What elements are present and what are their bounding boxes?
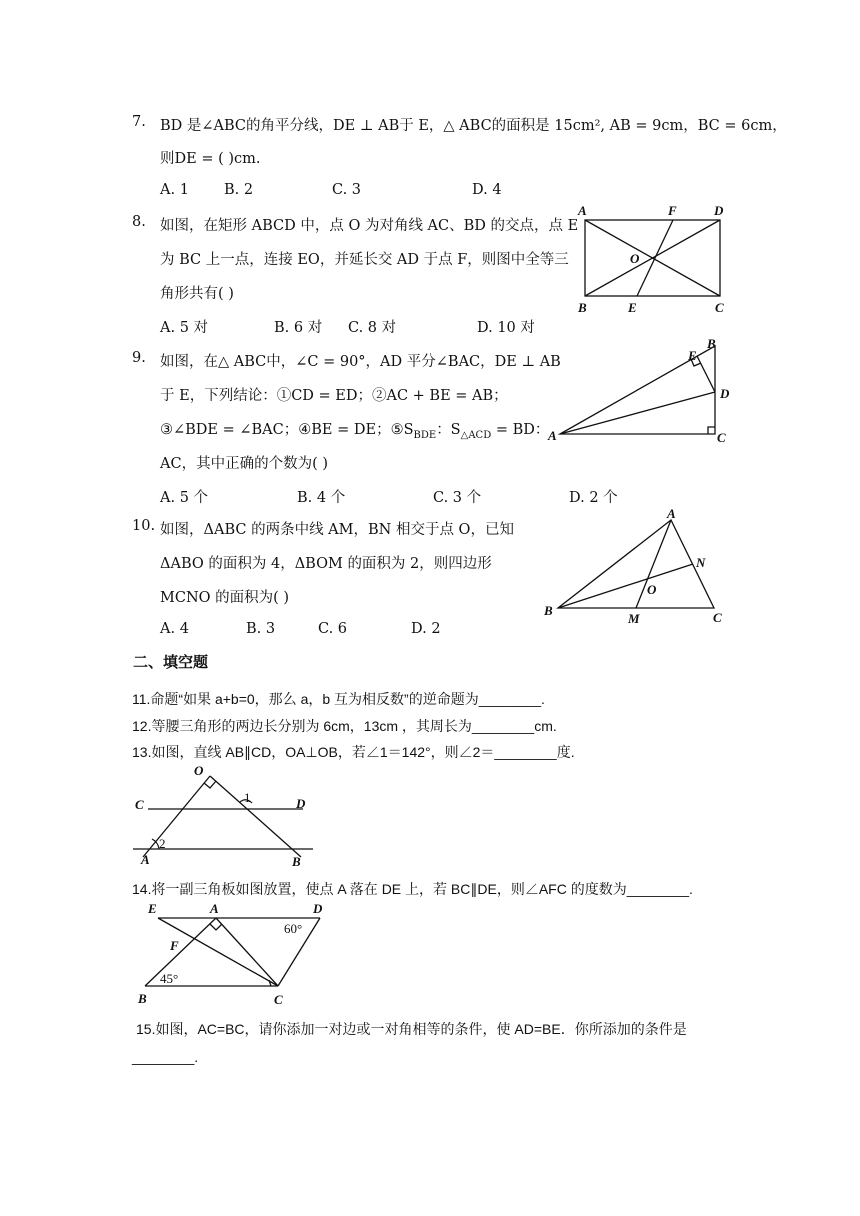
q7-text-line2: 则DE = ( )cm. — [160, 151, 261, 167]
side-ac — [216, 918, 278, 986]
q7-option-d: D. 4 — [472, 182, 502, 198]
q14-label-f: F — [170, 938, 179, 953]
section-title-fill-in: 二、填空题 — [133, 653, 209, 671]
q10-option-a: A. 4 — [160, 621, 189, 637]
q9-text-line1: 如图，在△ ABC中，∠C = 90°，AD 平分∠BAC，DE ⊥ AB — [160, 354, 561, 370]
q11-text: 11.命题“如果 a+b=0，那么 a，b 互为相反数”的逆命题为________. — [132, 691, 545, 707]
q14-text: 14.将一副三角板如图放置，使点 A 落在 DE 上，若 BC∥DE，则∠AFC 的度数为________. — [132, 881, 693, 897]
q13-label-d: D — [296, 796, 306, 811]
q8-label-d: D — [714, 203, 724, 218]
q8-text-line1: 如图，在矩形 ABCD 中，点 O 为对角线 AC、BD 的交点，点 E — [160, 218, 579, 234]
q8-option-c: C. 8 对 — [348, 320, 397, 336]
q9-line3-sub2: △ACD — [460, 429, 492, 441]
q9-label-e: E — [688, 348, 697, 363]
q13-label-c: C — [135, 797, 144, 812]
q13-label-1: 1 — [244, 790, 251, 805]
q9-option-c: C. 3 个 — [433, 490, 482, 506]
q13-label-o: O — [194, 763, 204, 778]
q10-label-a: A — [667, 506, 676, 521]
q9-label-a: A — [548, 428, 557, 443]
perpendicular-de — [697, 356, 715, 392]
q9-label-c: C — [717, 430, 726, 445]
q10-number: 10. — [132, 518, 156, 534]
q14-label-a: A — [210, 901, 219, 916]
q14-set-squares-figure — [130, 898, 330, 1010]
q7-option-a: A. 1 — [160, 182, 189, 198]
q8-option-a: A. 5 对 — [160, 320, 209, 336]
q13-label-b: B — [292, 854, 301, 869]
q9-label-b: B — [707, 336, 716, 351]
q8-label-a: A — [578, 203, 587, 218]
q9-text-line3 — [160, 418, 549, 441]
segment-ef — [637, 220, 673, 296]
right-angle-a — [210, 924, 222, 930]
side-ba — [145, 918, 216, 986]
q9-option-d: D. 2 个 — [569, 490, 618, 506]
q8-option-b: B. 6 对 — [274, 320, 323, 336]
q9-label-d: D — [720, 386, 730, 401]
q10-label-m: M — [628, 611, 640, 626]
q10-text-line3: MCNO 的面积为( ) — [160, 590, 290, 606]
q10-label-o: O — [647, 582, 657, 597]
q8-label-f: F — [668, 203, 677, 218]
q9-text-line2: 于 E，下列结论：①CD = ED；②AC + BE = AB； — [160, 388, 508, 404]
q13-parallel-lines-figure — [128, 760, 323, 872]
q9-line3-sub1: BDE — [413, 429, 437, 441]
right-angle-c — [708, 427, 715, 434]
q8-text-line2: 为 BC 上一点，连接 EO，并延长交 AD 于点 F，则图中全等三 — [160, 252, 569, 268]
q8-label-b: B — [578, 300, 587, 315]
median-bn — [558, 564, 693, 608]
q7-option-c: C. 3 — [332, 182, 362, 198]
q7-option-b: B. 2 — [224, 182, 254, 198]
q10-option-b: B. 3 — [246, 621, 276, 637]
q15-text-line2: ________. — [132, 1049, 199, 1065]
q7-text-line1: BD 是∠ABC的角平分线，DE ⊥ AB于 E，△ ABC的面积是 15cm², AB = 9cm，BC = 6cm， — [160, 118, 787, 134]
q9-line3-part-b: ：S — [436, 422, 461, 438]
q8-label-o: O — [630, 251, 640, 266]
q13-text: 13.如图，直线 AB∥CD，OA⊥OB，若∠1＝142°，则∠2＝________度. — [132, 744, 575, 760]
q14-label-60deg: 60° — [284, 921, 303, 936]
q8-option-d: D. 10 对 — [477, 320, 535, 336]
q8-number: 8. — [132, 214, 146, 230]
bisector-ad — [560, 392, 715, 434]
q15-text-line1: 15.如图，AC=BC，请你添加一对边或一对角相等的条件，使 AD=BE．你所添加的条件是 — [136, 1021, 687, 1037]
q14-label-c: C — [274, 992, 283, 1007]
q14-label-e: E — [148, 901, 157, 916]
q10-option-d: D. 2 — [411, 621, 441, 637]
q7-number: 7. — [132, 114, 146, 130]
q13-label-a: A — [141, 852, 150, 867]
q8-rectangle-figure — [570, 200, 735, 320]
q10-label-b: B — [544, 603, 553, 618]
q10-label-n: N — [696, 555, 706, 570]
q8-label-e: E — [628, 300, 637, 315]
segment-ob — [210, 776, 301, 857]
q10-label-c: C — [713, 610, 722, 625]
segment-oa — [143, 776, 210, 857]
q8-text-line3: 角形共有( ) — [160, 286, 234, 302]
q13-label-2: 2 — [159, 836, 166, 851]
q12-text: 12.等腰三角形的两边长分别为 6cm，13cm ，其周长为________cm. — [132, 718, 557, 734]
q14-label-d: D — [313, 901, 323, 916]
q9-line3-part-a: ③∠BDE = ∠BAC；④BE = DE；⑤S — [160, 422, 414, 438]
q9-number: 9. — [132, 350, 146, 366]
q9-right-triangle-figure — [545, 336, 740, 448]
q10-text-line2: ΔABO 的面积为 4，ΔBOM 的面积为 2，则四边形 — [160, 556, 492, 572]
q14-label-b: B — [138, 991, 147, 1006]
q9-text-line4: AC，其中正确的个数为( ) — [160, 456, 328, 472]
q14-label-45deg: 45° — [160, 971, 179, 986]
q9-option-a: A. 5 个 — [160, 490, 209, 506]
q10-option-c: C. 6 — [318, 621, 348, 637]
q10-triangle-figure — [540, 505, 740, 630]
triangle-abc — [558, 520, 714, 608]
q8-label-c: C — [715, 300, 724, 315]
q9-line3-part-c: = BD： — [491, 422, 550, 438]
q10-text-line1: 如图，ΔABC 的两条中线 AM，BN 相交于点 O，已知 — [160, 522, 514, 538]
q9-option-b: B. 4 个 — [297, 490, 346, 506]
